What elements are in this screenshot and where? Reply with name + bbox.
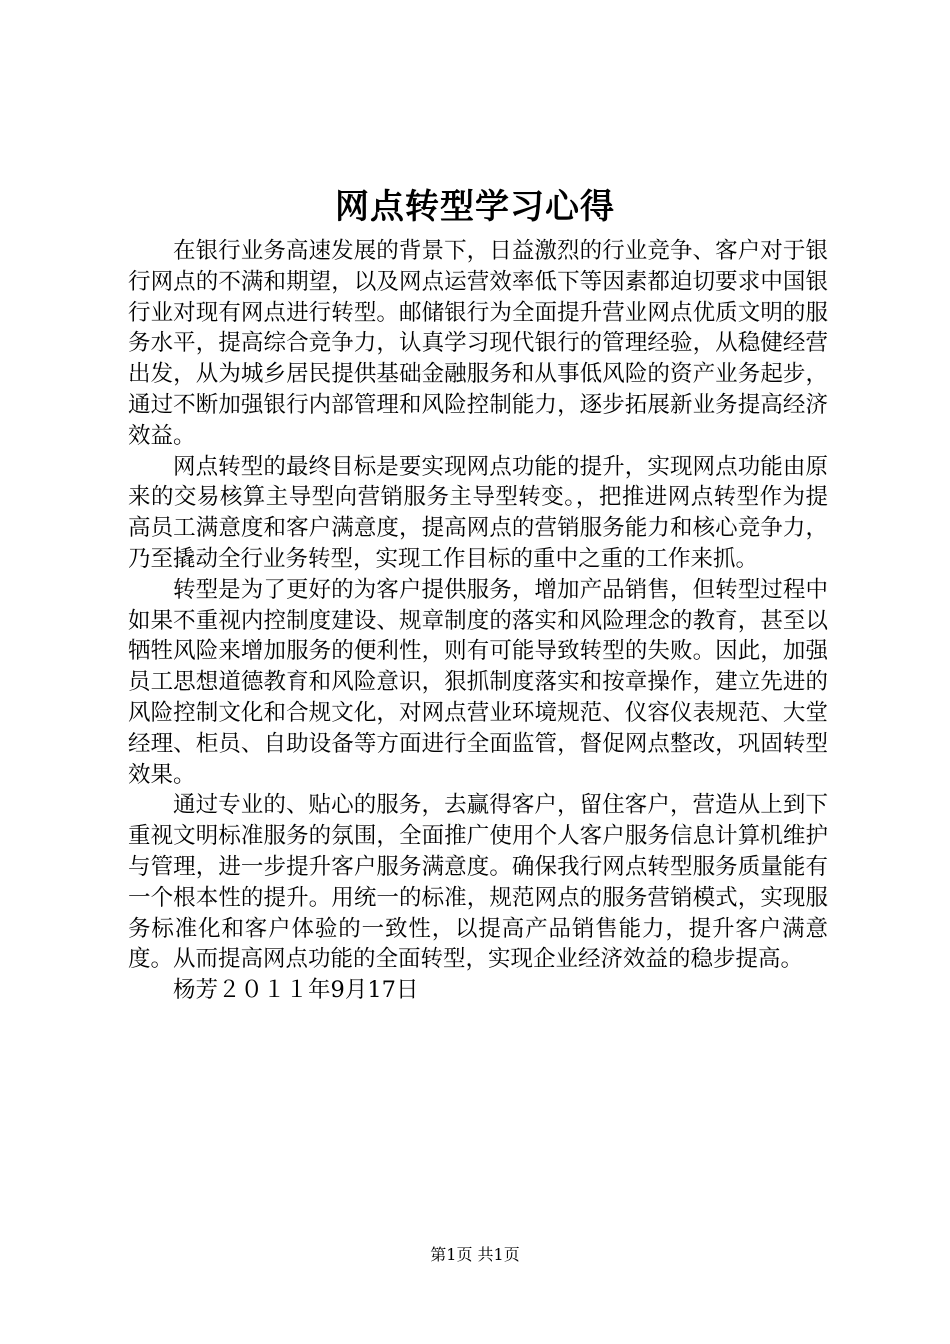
paragraph: 转型是为了更好的为客户提供服务，增加产品销售，但转型过程中如果不重视内控制度建设、规章制度的落实和风险理念的教育，甚至以牺牲风险来增加服务的便利性，则有可能导致转型的失败。因此，加强员工思想道德教育和风险意识，狠抓制度落实和按章操作，建立先进的风险控制文化和合规文化，对网点营业环境规范、仪容仪表规范、大堂经理、柜员、自助设备等方面进行全面监管，督促网点整改，巩固转型效果。 bbox=[128, 576, 828, 788]
page-footer: 第1页 共1页 bbox=[430, 1245, 520, 1264]
document-body bbox=[128, 236, 828, 1006]
document-title: 网点转型学习心得 bbox=[335, 187, 615, 227]
paragraph: 通过专业的、贴心的服务，去赢得客户，留住客户，营造从上到下重视文明标准服务的氛围，全面推广使用个人客户服务信息计算机维护与管理，进一步提升客户服务满意度。确保我行网点转型服务质量能有一个根本性的提升。用统一的标准，规范网点的服务营销模式，实现服务标准化和客户体验的一致性，以提高产品销售能力，提升客户满意度。从而提高网点功能的全面转型，实现企业经济效益的稳步提高。 bbox=[128, 792, 828, 973]
paragraph: 在银行业务高速发展的背景下，日益激烈的行业竞争、客户对于银行网点的不满和期望，以及网点运营效率低下等因素都迫切要求中国银行业对现有网点进行转型。邮储银行为全面提升营业网点优质文明的服务水平，提高综合竞争力，认真学习现代银行的管理经验，从稳健经营出发，从为城乡居民提供基础金融服务和从事低风险的资产业务起步，通过不断加强银行内部管理和风险控制能力，逐步拓展新业务提高经济效益。 bbox=[128, 238, 828, 449]
paragraph: 网点转型的最终目标是要实现网点功能的提升，实现网点功能由原来的交易核算主导型向营销服务主导型转变。，把推进网点转型作为提高员工满意度和客户满意度，提高网点的营销服务能力和核心竞争力，乃至撬动全行业务转型，实现工作目标的重中之重的工作来抓。 bbox=[128, 453, 828, 572]
signature-line: 杨芳２０１１年9月17日 bbox=[173, 977, 419, 1004]
